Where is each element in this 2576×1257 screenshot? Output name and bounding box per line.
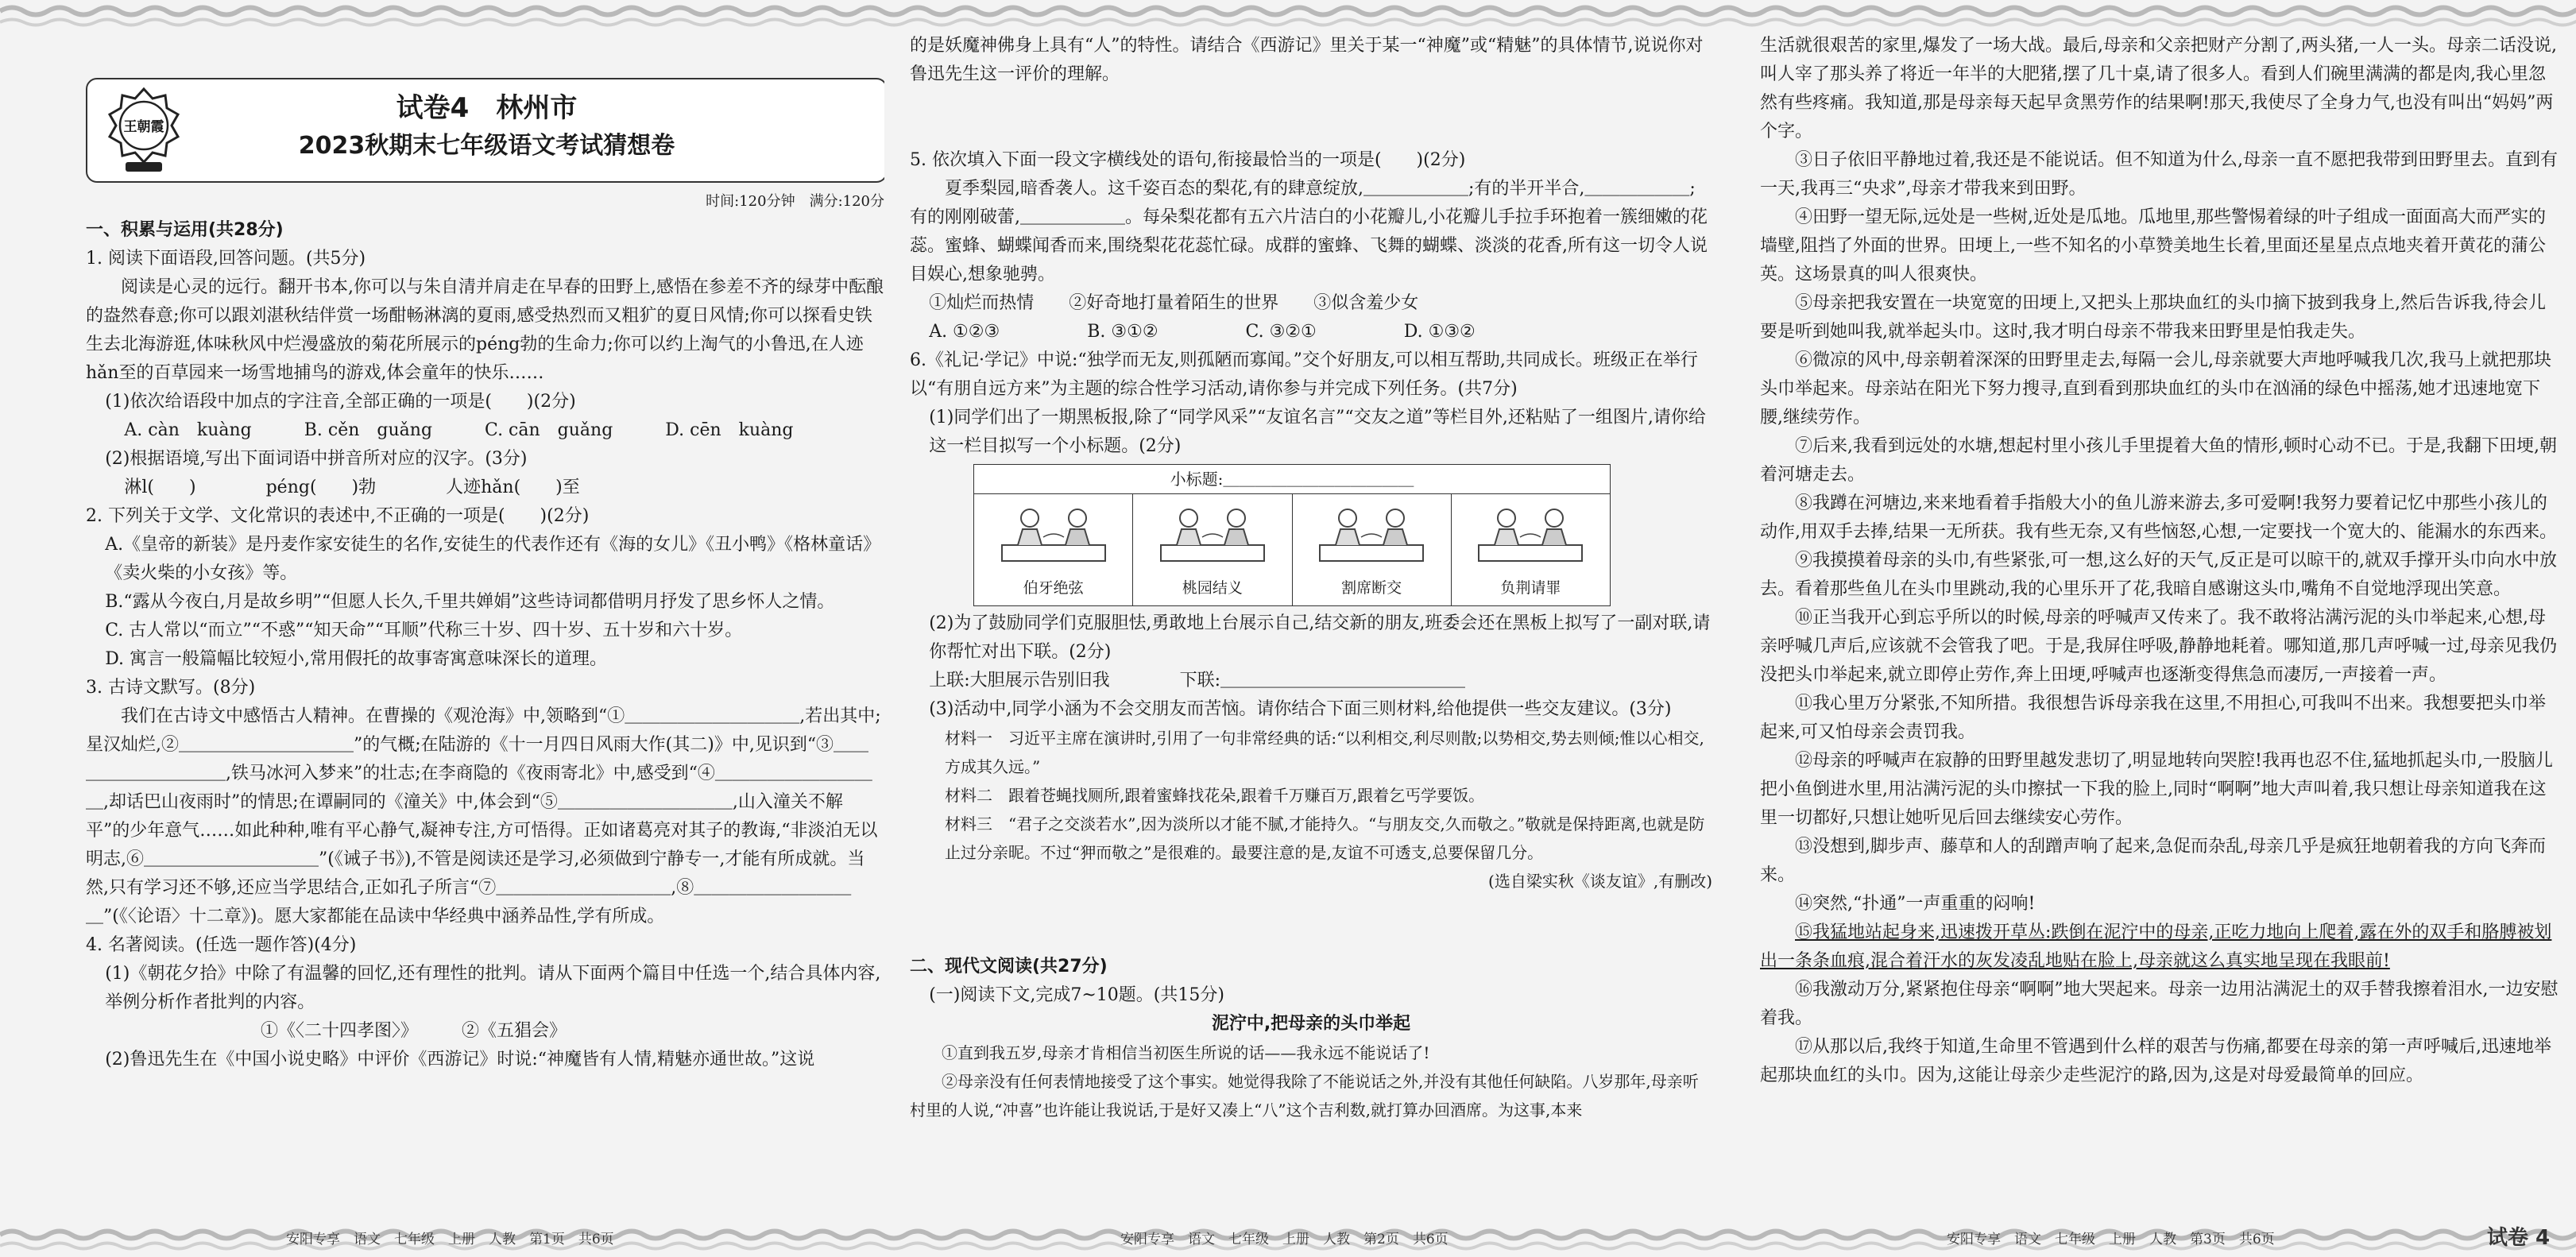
column-2-line: (选自梁实秋《谈友谊》,有删改) [1488, 872, 1712, 891]
exam-meta: 时间:120分钟 满分:120分 [706, 193, 884, 210]
column-2-line: ②母亲没有任何表情地接受了这个事实。她觉得我除了不能说话之外,并没有其他任何缺陷。八岁那年,母亲听村里的人说,“冲喜”也许能让我说话,于是好又凑上“八”这个吉利数,就打算办回酒席。为这事,本来 [910, 1072, 1699, 1120]
picture-label: 伯牙绝弦 [1023, 579, 1084, 597]
page-2-column [910, 32, 1712, 1209]
picture-item [974, 494, 1133, 605]
wavy-border-top [0, 0, 2576, 32]
column-3-line: ⑮我猛地站起身来,迅速拨开草丛:跌倒在泥泞中的母亲,正吃力地向上爬着,露在外的双手和胳膊被划出一条条血痕,混合着汗水的灰发凌乱地贴在脸上,母亲就这么真实地呈现在我眼前! [1760, 922, 2552, 971]
column-3-line: ⑪我心里万分紧张,不知所措。我很想告诉母亲我在这里,不用担心,可我叫不出来。我想要把头巾举起来,可又怕母亲会责罚我。 [1760, 694, 2546, 742]
page-1-column [86, 32, 884, 1209]
column-2-line: ①直到我五岁,母亲才肯相信当初医生所说的话——我永远不能说话了! [942, 1043, 1430, 1062]
column-2-line [910, 895, 1712, 924]
exam-subtitle: 2023秋期末七年级语文考试猜想卷 [298, 132, 675, 160]
column-1-line: (2)根据语境,写出下面词语中拼音所对应的汉字。(3分) [105, 449, 528, 469]
column-1-line: B.“露从今夜白,月是故乡明”“但愿人长久,千里共婵娟”这些诗词都借明月抒发了思乡怀人之情。 [105, 592, 835, 612]
footer-page-3: 安阳专享 语文 七年级 上册 人教 第3页 共6页 [1947, 1232, 2275, 1247]
column-3-body [1760, 32, 2562, 1090]
column-1-line: A.《皇帝的新装》是丹麦作家安徒生的名作,安徒生的代表作还有《海的女儿》《丑小鸭》《格林童话》《卖火柴的小女孩》等。 [105, 535, 881, 583]
column-2-line: 上联:大胆展示告别旧我 下联:＿＿＿＿＿＿＿＿＿＿＿＿＿＿ [929, 671, 1466, 690]
column-3-line: ⑦后来,我看到远处的水塘,想起村里小孩儿手里提着大鱼的情形,顿时心动不已。于是,我翻下田埂,朝着河塘走去。 [1760, 436, 2557, 485]
column-2-line: (3)活动中,同学小涵为不会交朋友而苦恼。请你结合下面三则材料,给他提供一些交友建议。(3分) [929, 699, 1672, 719]
column-2-bottom [910, 609, 1712, 1124]
picture-panel [973, 464, 1611, 606]
column-2-line: 的是妖魔神佛身上具有“人”的特性。请结合《西游记》里关于某一“神魔”或“精魅”的具体情节,说说你对鲁迅先生这一评价的理解。 [910, 36, 1704, 84]
picture-item [1293, 494, 1452, 605]
column-3-line: ⑰从那以后,我终于知道,生命里不管遇到什么样的艰苦与伤痛,都要在母亲的第一声呼喊后,迅速地举起那块血红的头巾。因为,这能让母亲少走些泥泞的路,因为,这是对母爱最简单的回应。 [1760, 1037, 2551, 1085]
column-1-line: 2. 下列关于文学、文化常识的表述中,不正确的一项是( )(2分) [86, 506, 590, 526]
column-2-top [910, 32, 1712, 461]
column-3-line: ⑬没想到,脚步声、藤草和人的刮蹭声响了起来,急促而杂乱,母亲几乎是疯狂地朝着我的方向飞奔而来。 [1760, 837, 2546, 885]
column-2-line [910, 118, 1712, 146]
picture-caption: 小标题:＿＿＿＿＿＿＿＿＿＿＿＿ [974, 465, 1610, 494]
column-3-line: ⑭突然,“扑通”一声重重的闷响! [1795, 894, 2036, 914]
column-1-line: (1)《朝花夕拾》中除了有温馨的回忆,还有理性的批判。请从下面两个篇目中任选一个,结合具体内容,举例分析作者批判的内容。 [105, 964, 881, 1012]
picture-label: 负荆请罪 [1500, 579, 1561, 597]
column-1-line: 淋l( ) péng( )勃 人迹hǎn( )至 [124, 478, 580, 497]
picture-label: 桃园结义 [1182, 579, 1243, 597]
column-3-line: ③日子依旧平静地过着,我还是不能说话。但不知道为什么,母亲一直不愿把我带到田野里去。直到有一天,我再三“央求”,母亲才带我来到田野。 [1760, 150, 2558, 199]
exam-header [86, 78, 884, 183]
column-2-line: 6.《礼记·学记》中说:“独学而无友,则孤陋而寡闻。”交个好朋友,可以相互帮助,共同成长。班级正在举行以“有朋自远方来”为主题的综合性学习活动,请你参与并完成下列任务。(共7分) [910, 350, 1698, 399]
column-1-line: A. càn kuàng B. cěn guǎng C. cān guǎng D. cēn kuàng [124, 420, 794, 440]
column-2-line [910, 924, 1712, 953]
illustration-icon [994, 499, 1113, 572]
column-2-line: 5. 依次填入下面一段文字横线处的语句,衔接最恰当的一项是( )(2分) [910, 150, 1466, 170]
column-2-line [910, 89, 1712, 118]
column-2-line: ①灿烂而热情 ②好奇地打量着陌生的世界 ③似含羞少女 [929, 293, 1419, 313]
picture-label: 割席断交 [1341, 579, 1402, 597]
illustration-icon [1153, 499, 1272, 572]
column-3-line: ④田野一望无际,远处是一些树,近处是瓜地。瓜地里,那些警惕着绿的叶子组成一面面高大而严实的墙壁,阻挡了外面的世界。田埂上,一些不知名的小草赞美地生长着,里面还星星点点地夹着开黄花的蒲公英。这场景真的叫人很爽快。 [1760, 207, 2546, 284]
column-1-line: 我们在古诗文中感悟古人精神。在曹操的《观沧海》中,领略到“①＿＿＿＿＿＿＿＿＿＿,若出其中;星汉灿烂,②＿＿＿＿＿＿＿＿＿＿”的气概;在陆游的《十一月四日风雨大作(其二)》中,见识到“③＿＿＿＿＿＿＿＿＿＿,铁马冰河入梦来”的壮志;在李商隐的《夜雨寄北》中,感受到“④＿＿＿＿＿＿＿＿＿＿,却话巴山夜雨时”的情思;在谭嗣同的《潼关》中,体会到“⑤＿＿＿＿＿＿＿＿＿＿,山入潼关不解平”的少年意气……如此种种,唯有平心静气,凝神专注,方可悟得。正如诸葛亮对其子的教诲,“非淡泊无以明志,⑥＿＿＿＿＿＿＿＿＿＿”(《诫子书》),不管是阅读还是学习,必须做到宁静专一,才能有所成就。当然,只有学习还不够,还应当学思结合,正如孔子所言“⑦＿＿＿＿＿＿＿＿＿＿,⑧＿＿＿＿＿＿＿＿＿＿”(《〈论语〉十二章》)。愿大家都能在品读中华经典中涵养品性,学有所成。 [86, 706, 881, 926]
column-2-line: 材料二 跟着苍蝇找厕所,跟着蜜蜂找花朵,跟着千万赚百万,跟着乞丐学要饭。 [945, 786, 1485, 805]
column-2-line: A. ①②③ B. ③①② C. ③②① D. ①③② [929, 322, 1476, 342]
column-3-line: ⑨我摸摸着母亲的头巾,有些紧张,可一想,这么好的天气,反正是可以晾干的,就双手撑开头巾向水中放去。看着那些鱼儿在头巾里跳动,我的心里乐开了花,我暗自感谢这头巾,嘴角不自觉地浮现出笑意。 [1760, 551, 2557, 599]
column-1-line: (1)依次给语段中加点的字注音,全部正确的一项是( )(2分) [105, 392, 576, 412]
exam-badge: 试卷 4 [2487, 1226, 2551, 1250]
picture-item [1133, 494, 1292, 605]
column-3-line: ⑩正当我开心到忘乎所以的时候,母亲的呼喊声又传来了。我不敢将沾满污泥的头巾举起来,心想,母亲呼喊几声后,应该就不会管我了吧。于是,我屏住呼吸,静静地耗着。哪知道,那几声呼喊一过,母亲见我仍没把头巾举起来,就立即停止劳作,奔上田埂,呼喊声也逐渐变得焦急而凄厉,一声接着一声。 [1760, 608, 2557, 685]
column-1-line: 3. 古诗文默写。(8分) [86, 678, 256, 698]
column-1-line: C. 古人常以“而立”“不惑”“知天命”“耳顺”代称三十岁、四十岁、五十岁和六十岁。 [105, 621, 743, 640]
column-2-line: 材料一 习近平主席在演讲时,引用了一句非常经典的话:“以利相交,利尽则散;以势相交,势去则倾;惟以心相交,方成其久远。” [945, 729, 1704, 776]
exam-title: 试卷4 林州市 [396, 92, 578, 124]
page-3-column [1760, 32, 2562, 1209]
column-2-line: (一)阅读下文,完成7~10题。(共15分) [929, 985, 1224, 1005]
column-1-line: (2)鲁迅先生在《中国小说史略》中评价《西游记》时说:“神魔皆有人情,精魅亦通世故。”这说 [105, 1050, 815, 1069]
column-1-line: 4. 名著阅读。(任选一题作答)(4分) [86, 935, 357, 955]
column-2-line: 材料三 “君子之交淡若水”,因为淡所以才能不腻,才能持久。“与朋友交,久而敬之。”敬就是保持距离,也就是防止过分亲昵。不过“狎而敬之”是很难的。最要注意的是,友谊不可透支,总要保留几分。 [945, 814, 1705, 862]
column-1-line: 一、积累与运用(共28分) [86, 220, 284, 240]
column-3-line: ⑯我激动万分,紧紧抱住母亲“啊啊”地大哭起来。母亲一边用沾满泥土的双手替我擦着泪水,一边安慰着我。 [1760, 980, 2559, 1028]
column-2-line: 泥泞中,把母亲的头巾举起 [1211, 1014, 1411, 1034]
column-1-body [86, 216, 884, 1074]
column-1-line: ①《〈二十四孝图〉》 ②《五猖会》 [261, 1021, 567, 1041]
column-2-line: 夏季梨园,暗香袭人。这千姿百态的梨花,有的肆意绽放,＿＿＿＿＿＿;有的半开半合,＿＿＿＿＿＿;有的刚刚破蕾,＿＿＿＿＿＿。每朵梨花都有五六片洁白的小花瓣儿,小花瓣儿手拉手环抱着一簇细嫩的花蕊。蜜蜂、蝴蝶闻香而来,围绕梨花花蕊忙碌。成群的蜜蜂、飞舞的蝴蝶、淡淡的花香,所有这一切令人说目娱心,想象驰骋。 [910, 179, 1708, 284]
logo-text: 王朝霞 [123, 119, 164, 135]
column-3-line: 生活就很艰苦的家里,爆发了一场大战。最后,母亲和父亲把财产分割了,两头猪,一人一头。母亲二话没说,叫人宰了那头养了将近一年半的大肥猪,摆了几十桌,请了很多人。看到人们碗里满满的都是肉,我心里忽然有些疼痛。我知道,那是母亲每天起早贪黑劳作的结果啊!那天,我使尽了全身力气,也没有叫出“妈妈”两个字。 [1760, 36, 2557, 141]
footer-page-2: 安阳专享 语文 七年级 上册 人教 第2页 共6页 [1120, 1232, 1449, 1247]
column-1-line: 1. 阅读下面语段,回答问题。(共5分) [86, 249, 366, 269]
column-1-line: D. 寓言一般篇幅比较短小,常用假托的故事寄寓意味深长的道理。 [105, 649, 608, 669]
picture-row [974, 494, 1610, 605]
column-2-line: (2)为了鼓励同学们克服胆怯,勇敢地上台展示自己,结交新的朋友,班委会还在黑板上拟写了一副对联,请你帮忙对出下联。(2分) [929, 613, 1711, 662]
column-3-line: ⑧我蹲在河塘边,来来地看着手指般大小的鱼儿游来游去,多可爱啊!我努力要着记忆中那些小孩儿的动作,用双手去捧,结果一无所获。我有些无奈,又有些恼怒,心想,一定要找一个宽大的、能漏水的东西来。 [1760, 493, 2557, 542]
picture-item [1452, 494, 1610, 605]
column-3-line: ⑥微凉的风中,母亲朝着深深的田野里走去,每隔一会儿,母亲就要大声地呼喊我几次,我马上就把那块头巾举起来。母亲站在阳光下努力搜寻,直到看到那块血红的头巾在汹涌的绿色中摇荡,她才迅速地宽下腰,继续劳作。 [1760, 350, 2551, 427]
column-2-line: 二、现代文阅读(共27分) [910, 957, 1108, 977]
column-3-line: ⑤母亲把我安置在一块宽宽的田埂上,又把头上那块血红的头巾摘下披到我身上,然后告诉我,待会儿要是听到她叫我,就举起头巾。这时,我才明白母亲不带我来田野里是怕我走失。 [1760, 293, 2546, 342]
column-2-line: (1)同学们出了一期黑板报,除了“同学风采”“友谊名言”“交友之道”等栏目外,还粘贴了一组图片,请你给这一栏目拟写一个小标题。(2分) [929, 408, 1706, 456]
illustration-icon [1312, 499, 1431, 572]
column-1-line: 阅读是心灵的远行。翻开书本,你可以与朱自清并肩走在早春的田野上,感悟在参差不齐的绿芽中酝酿的盎然春意;你可以跟刘湛秋结伴赏一场酣畅淋漓的夏雨,感受热烈而又粗犷的夏日风情;你可以探看史铁生去北海游逛,体味秋风中烂漫盛放的菊花所展示的péng勃的生命力;你可以约上淘气的小鲁迅,在人迹hǎn至的百草园来一场雪地捕鸟的游戏,体会童年的快乐…… [86, 277, 884, 383]
column-3-line: ⑫母亲的呼喊声在寂静的田野里越发悲切了,明显地转向哭腔!我再也忍不住,猛地抓起头巾,一股脑儿把小鱼倒进水里,用沾满污泥的头巾擦拭一下我的脸上,同时“啊啊”地大声叫着,我只想让母亲知道我在这里一切都好,只想让她听见后回去继续安心劳作。 [1760, 751, 2553, 828]
illustration-icon [1471, 499, 1590, 572]
footer-page-1: 安阳专享 语文 七年级 上册 人教 第1页 共6页 [286, 1232, 614, 1247]
